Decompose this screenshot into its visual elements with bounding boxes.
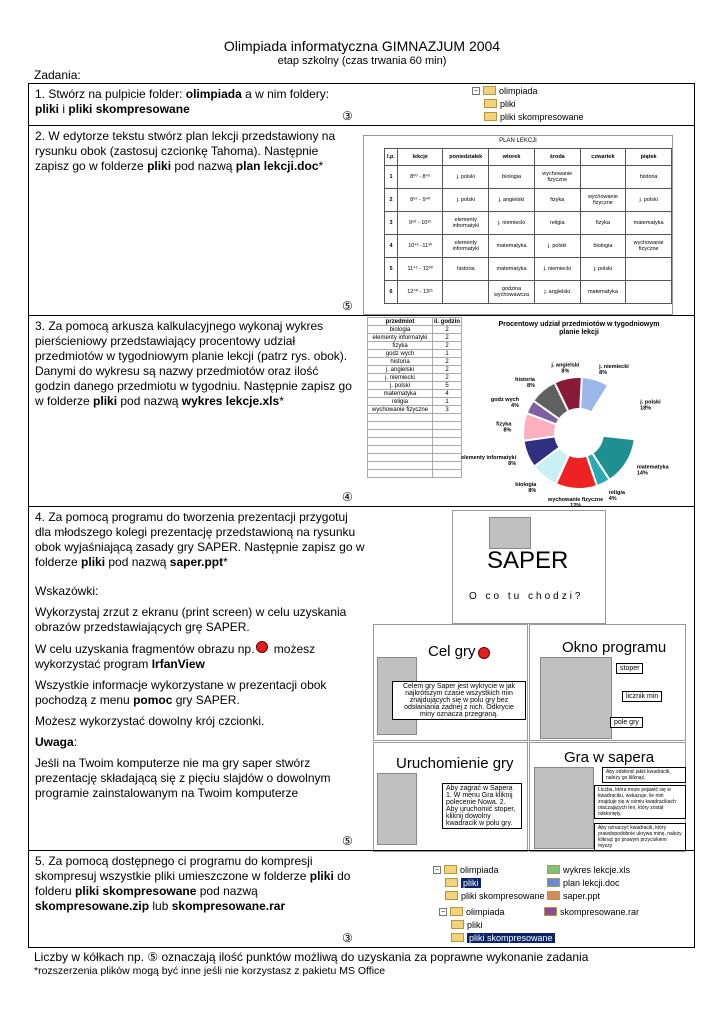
sheet-row xyxy=(368,350,462,358)
chart-title: Procentowy udział przedmiotów w tygodniowym planie lekcji xyxy=(498,321,660,336)
sheet-empty-row xyxy=(368,422,462,430)
minesweeper-thumb xyxy=(489,517,531,549)
sheet-cell: 1 xyxy=(433,398,462,406)
file-icon xyxy=(547,891,560,900)
slice-label-6: elementy informatyki 8% xyxy=(461,454,517,467)
folder-icon xyxy=(484,99,497,108)
timetable-header: l.p. xyxy=(385,149,398,166)
timetable-cell xyxy=(626,281,672,304)
sheet-cell: 2 xyxy=(433,326,462,334)
task-2-points: ⑤ xyxy=(342,299,353,313)
sheet-cell: 5 xyxy=(433,382,462,390)
folder-icon xyxy=(445,878,458,887)
timetable-cell: 5 xyxy=(385,258,398,281)
slice-label-7: fizyka 8% xyxy=(496,421,512,434)
task-4-text: 4. Za pomocą programu do tworzenia prezentacji przygotuj dla młodszego kolegi prezentację przedstawioną na rysunku obok wyjaśniającą zasady gry SAPER. Następnie zapisz go w folderze pliki pod nazwą saper.ppt* Wskazówki: Wykorzystaj zrzut z ekranu (print screen) w celu uzyskania obrazów przedstawiających grę SAPER. W celu uzyskania fragmentów obrazu np. możesz wykorzystać program IrfanView Wszystkie informacje wykorzystane w prezentacji obok pochodzą z menu pomoc gry SAPER. Możesz wykorzystać dowolny krój czcionki. Uwaga: Jeśli na Twoim komputerze nie ma gry saper stwórz prezentację składającą się z pięciu slajdów o dowolnym programie zainstalowanym na Twoim komputerze xyxy=(35,510,365,800)
folder-icon xyxy=(445,891,458,900)
task-5-text: 5. Za pomocą dostępnego ci programu do kompresji skompresuj wszystkie pliki umieszczone w folderze pliki do folderu pliki skompresowane pod nazwą skompresowane.zip lub skompresowane.rar xyxy=(35,854,351,913)
minesweeper-thumb xyxy=(534,767,594,849)
label-stoper: stoper xyxy=(616,663,643,674)
mine-button-icon xyxy=(478,647,490,659)
timetable-cell: matematyka xyxy=(626,212,672,235)
sheet-header: il. godzin xyxy=(434,318,460,325)
folder-icon xyxy=(444,865,457,874)
mine-button-icon xyxy=(256,641,268,653)
sheet-cell: 1 xyxy=(433,350,462,358)
slide-3-title: Okno programu xyxy=(562,639,667,656)
timetable-title: PLAN LEKCJI xyxy=(499,138,537,144)
sheet-empty-row xyxy=(368,414,462,422)
slice-label-1: j. polski 18% xyxy=(640,399,661,412)
file-icon xyxy=(547,865,560,874)
timetable-row xyxy=(385,189,672,212)
timetable-header: wtorek xyxy=(489,149,535,166)
sheet-empty-row xyxy=(368,470,462,478)
slide-5-note-1: Aby odsłonić jakiś kwadracik, należy go kliknąć. xyxy=(602,767,686,783)
timetable-cell xyxy=(443,281,489,304)
sheet-cell: j. niemiecki xyxy=(368,374,433,382)
tasks-heading: Zadania: xyxy=(34,68,81,82)
slide-4-title: Uruchomienie gry xyxy=(396,755,514,772)
minesweeper-thumb xyxy=(540,657,612,739)
folder-icon xyxy=(450,907,463,916)
sheet-cell: wychowanie fizyczne xyxy=(368,406,433,414)
task-1 xyxy=(28,83,695,126)
sheet-cell: 4 xyxy=(433,390,462,398)
folder-icon xyxy=(451,933,464,942)
footer-note-2: *rozszerzenia plików mogą być inne jeśli nie korzystasz z pakietu MS Office xyxy=(34,965,386,977)
timetable-cell: wychowanie fizyczne xyxy=(580,189,626,212)
slice-label-2: matematyka 14% xyxy=(636,464,669,477)
slice-label-5: biologia 8% xyxy=(515,481,537,494)
timetable-cell: 8⁰⁰ - 8⁴⁵ xyxy=(397,166,442,189)
sheet-empty-row xyxy=(368,462,462,470)
slide-2-title: Cel gry xyxy=(428,643,476,660)
folder-tree-1: − olimpiada pliki pliki skompresowane xyxy=(434,864,545,901)
timetable-header: lekcje xyxy=(397,149,442,166)
sheet-cell: fizyka xyxy=(368,342,433,350)
timetable-row xyxy=(385,258,672,281)
timetable-cell: 8⁵⁵ - 9⁴⁰ xyxy=(397,189,442,212)
slide-1-title: SAPER xyxy=(487,547,569,574)
timetable-row xyxy=(385,235,672,258)
sheet-row xyxy=(368,374,462,382)
sheet-empty-row xyxy=(368,430,462,438)
folder-icon xyxy=(451,920,464,929)
timetable-cell: j. angielski xyxy=(534,281,580,304)
sheet-header: przedmiot xyxy=(368,318,433,326)
sheet-row xyxy=(368,382,462,390)
timetable-row xyxy=(385,166,672,189)
timetable-cell: j. polski xyxy=(443,189,489,212)
timetable-cell: j. niemiecki xyxy=(489,212,535,235)
sheet-row xyxy=(368,342,462,350)
task-1-text: 1. Stwórz na pulpicie folder: olimpiada a w nim foldery: pliki i pliki skompresowane xyxy=(35,87,330,116)
sheet-row xyxy=(368,358,462,366)
timetable-cell: 12⁴⁰ - 13²⁵ xyxy=(397,281,442,304)
timetable-cell: godzina wychowawcza xyxy=(489,281,535,304)
timetable-cell: 3 xyxy=(385,212,398,235)
file-list-2: skompresowane.rar xyxy=(544,905,639,918)
sheet-cell: 2 xyxy=(433,342,462,350)
timetable-cell: 2 xyxy=(385,189,398,212)
slide-3 xyxy=(529,624,686,741)
sheet-row xyxy=(368,398,462,406)
sheet-row xyxy=(368,326,462,334)
timetable-cell: matematyka xyxy=(580,281,626,304)
file-icon xyxy=(547,878,560,887)
timetable-cell: j. niemiecki xyxy=(534,258,580,281)
sheet-cell: historia xyxy=(368,358,433,366)
sheet-row xyxy=(368,334,462,342)
sheet-cell: elementy informatyki xyxy=(368,334,433,342)
slide-2-text: Celem gry Saper jest wykrycie w jak najkrótszym czasie wszystkich min znajdujących się w polu gry bez odsłaniania żadnej z nich. Odkrycie miny oznacza przegraną. xyxy=(392,681,526,720)
spreadsheet xyxy=(367,317,462,478)
task-1-points: ③ xyxy=(342,109,353,123)
timetable-cell: j. polski xyxy=(580,258,626,281)
slide-4 xyxy=(373,742,528,852)
timetable-cell xyxy=(626,258,672,281)
sheet-cell: biologia xyxy=(368,326,433,334)
sheet-cell: 2 xyxy=(433,366,462,374)
timetable-cell: religia xyxy=(534,212,580,235)
timetable-image xyxy=(363,135,673,315)
footer-note: Liczby w kółkach np. ⑤ oznaczają ilość punktów możliwą do uzyskania za poprawne wykonanie zadania xyxy=(34,950,589,964)
timetable-cell: 9⁵⁰ - 10³⁵ xyxy=(397,212,442,235)
timetable-row xyxy=(385,212,672,235)
timetable-cell: biologia xyxy=(580,235,626,258)
timetable-cell: wychowanie fizyczne xyxy=(534,166,580,189)
timetable-cell: 4 xyxy=(385,235,398,258)
slide-5 xyxy=(529,742,686,852)
timetable-cell: elementy informatyki xyxy=(443,235,489,258)
task-2-text: 2. W edytorze tekstu stwórz plan lekcji przedstawiony na rysunku obok (zastosuj czcionkę Tahoma). Następnie zapisz go w folderze pliki pod nazwą plan lekcji.doc* xyxy=(35,129,336,173)
sheet-row xyxy=(368,366,462,374)
sheet-cell: matematyka xyxy=(368,390,433,398)
slice-label-10: j. angielski 8% xyxy=(551,362,580,375)
task-5-points: ③ xyxy=(342,931,353,945)
donut-chart xyxy=(461,316,688,509)
slide-1 xyxy=(452,510,606,624)
timetable-header: poniedziałek xyxy=(443,149,489,166)
folder-icon xyxy=(484,112,497,121)
timetable-row xyxy=(385,281,672,304)
task-5 xyxy=(28,850,695,948)
folder-icon xyxy=(483,86,496,95)
slice-label-3: religia 4% xyxy=(608,490,625,503)
task-4-points: ⑤ xyxy=(342,834,353,848)
timetable-cell: j. polski xyxy=(534,235,580,258)
timetable-cell: matematyka xyxy=(489,235,535,258)
timetable-cell xyxy=(580,166,626,189)
timetable-cell: 1 xyxy=(385,166,398,189)
sheet-empty-row xyxy=(368,454,462,462)
timetable-cell: fizyka xyxy=(580,212,626,235)
label-licznik-min: licznik min xyxy=(622,691,662,702)
file-list-1: wykres lekcje.xls plan lekcji.doc saper.ppt xyxy=(547,863,630,902)
timetable-header: czwartek xyxy=(580,149,626,166)
sheet-cell: 2 xyxy=(433,358,462,366)
slide-5-title: Gra w sapera xyxy=(564,749,655,766)
sheet-cell: j. angielski xyxy=(368,366,433,374)
task-3-text: 3. Za pomocą arkusza kalkulacyjnego wykonaj wykres pierścieniowy przedstawiający procentowy udział przedmiotów w tygodniowym planie lekcji (patrz rys. obok). Danymi do wykresu są nazwy przedmiotów oraz ilość godzin danego przedmiotu w tygodniu. Następnie zapisz go w folderze pliki pod nazwą wykres lekcje.xls* xyxy=(35,319,352,408)
task-3-points: ④ xyxy=(342,490,353,504)
slice-label-9: historia 8% xyxy=(515,377,535,390)
sheet-row xyxy=(368,406,462,414)
timetable-cell: historia xyxy=(443,258,489,281)
timetable-cell: 6 xyxy=(385,281,398,304)
timetable-cell: fizyka xyxy=(534,189,580,212)
timetable-cell: j. polski xyxy=(626,189,672,212)
sheet-cell: religia xyxy=(368,398,433,406)
minesweeper-thumb xyxy=(377,773,417,845)
slice-label-4: wychowanie fizyczne 12% xyxy=(547,496,604,509)
sheet-cell: 3 xyxy=(433,406,462,414)
sheet-row xyxy=(368,390,462,398)
sheet-empty-row xyxy=(368,438,462,446)
timetable xyxy=(384,148,672,304)
slide-2 xyxy=(373,624,528,741)
sheet-cell: j. polski xyxy=(368,382,433,390)
sheet-empty-row xyxy=(368,446,462,454)
timetable-cell: 10⁴⁵ -11³⁰ xyxy=(397,235,442,258)
timetable-cell: j. polski xyxy=(443,166,489,189)
slide-4-text: Aby zagrać w Sapera 1. W menu Gra kliknij polecenie Nowa. 2. Aby uruchomić stoper, kliknij dowolny kwadracik w polu gry. xyxy=(442,783,522,829)
archive-icon xyxy=(544,907,557,916)
sheet-cell: 2 xyxy=(433,334,462,342)
sheet-cell: 2 xyxy=(433,374,462,382)
timetable-header: środa xyxy=(534,149,580,166)
timetable-cell: biologia xyxy=(489,166,535,189)
timetable-cell: historia xyxy=(626,166,672,189)
timetable-cell: 11⁴⁵ - 12³⁰ xyxy=(397,258,442,281)
folder-tree: − olimpiada pliki pliki skompresowane xyxy=(473,85,584,122)
slide-5-note-3: Aby oznaczyć kwadracik, który prawdopodobnie ukrywa minę, należy kliknąć go prawym przyciskiem myszy xyxy=(594,823,686,851)
slice-label-0: j. niemiecki 8% xyxy=(599,364,629,377)
page-subtitle: etap szkolny (czas trwania 60 min) xyxy=(277,55,447,67)
timetable-cell: j. angielski xyxy=(489,189,535,212)
page-title: Olimpiada informatyczna GIMNAZJUM 2004 xyxy=(223,38,501,54)
slide-1-sub: O co tu chodzi? xyxy=(469,591,584,602)
sheet-cell: godz wych xyxy=(368,350,433,358)
timetable-header: piątek xyxy=(626,149,672,166)
label-pole-gry: pole gry xyxy=(610,717,643,728)
timetable-cell: elementy informatyki xyxy=(443,212,489,235)
timetable-cell: wychowanie fizyczne xyxy=(626,235,672,258)
folder-tree-2: − olimpiada pliki pliki skompresowane xyxy=(440,906,553,943)
slice-label-8: godz wych 4% xyxy=(490,397,519,410)
slide-5-note-2: Liczba, która może pojawić się w kwadraciku, wskazuje, ile min znajduje się w ośmiu kwadracikach otaczających ten, który został odsłonięty. xyxy=(594,785,686,819)
timetable-cell: matematyka xyxy=(489,258,535,281)
